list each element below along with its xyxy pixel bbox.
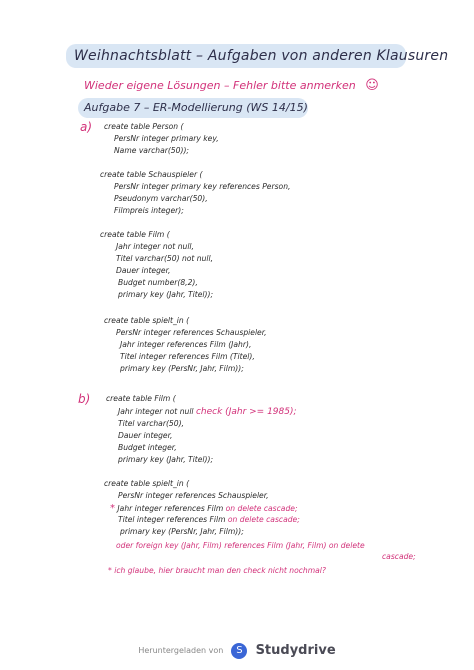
code-text: Jahr integer references Film bbox=[117, 504, 224, 513]
code-line: PersNr integer references Schauspieler, bbox=[118, 491, 269, 500]
code-text: Jahr integer not null bbox=[118, 407, 194, 416]
code-text: Titel integer references Film bbox=[118, 515, 226, 524]
code-line bbox=[118, 407, 297, 417]
code-line: Titel integer references Film (Titel), bbox=[120, 352, 255, 361]
check-constraint: check (Jahr >= 1985); bbox=[195, 407, 297, 417]
code-line: Name varchar(50)); bbox=[114, 146, 189, 155]
task-heading: Aufgabe 7 – ER-Modellierung (WS 14/15) bbox=[84, 101, 308, 114]
alternative-line: oder foreign key (Jahr, Film) references Film (Jahr, Film) on delete bbox=[116, 541, 365, 550]
code-line: primary key (PersNr, Jahr, Film)); bbox=[120, 527, 244, 536]
page-subtitle bbox=[84, 78, 379, 93]
cascade-text: on delete cascade; bbox=[225, 504, 298, 513]
cascade-text: on delete cascade; bbox=[227, 515, 300, 524]
code-line: Filmpreis integer); bbox=[114, 206, 184, 215]
code-line bbox=[110, 503, 298, 514]
code-line: create table Film ( bbox=[106, 394, 176, 403]
code-line: Dauer integer, bbox=[118, 431, 173, 440]
alternative-line-end: cascade; bbox=[382, 552, 416, 561]
subtitle-text: Wieder eigene Lösungen – Fehler bitte anmerken bbox=[84, 79, 356, 92]
code-line: Titel varchar(50), bbox=[118, 419, 184, 428]
code-line: Dauer integer, bbox=[116, 266, 171, 275]
code-line: create table Film ( bbox=[100, 230, 170, 239]
code-line: primary key (Jahr, Titel)); bbox=[118, 455, 214, 464]
code-line: create table spielt_in ( bbox=[104, 316, 190, 325]
code-line: create table Person ( bbox=[104, 122, 184, 131]
code-line: Budget integer, bbox=[118, 443, 177, 452]
code-line: PersNr integer references Schauspieler, bbox=[116, 328, 267, 337]
code-line: create table spielt_in ( bbox=[104, 479, 190, 488]
code-line: primary key (PersNr, Jahr, Film)); bbox=[120, 364, 244, 373]
smiley-icon: ☺ bbox=[365, 78, 379, 93]
star-marker: * bbox=[110, 503, 115, 514]
code-line: primary key (Jahr, Titel)); bbox=[118, 290, 214, 299]
footer-brand: Studydrive bbox=[255, 643, 336, 658]
part-b-label: b) bbox=[78, 392, 91, 406]
code-line: Jahr integer references Film (Jahr), bbox=[120, 340, 252, 349]
footer-prefix: Heruntergeladen von bbox=[138, 646, 224, 655]
code-line: Pseudonym varchar(50), bbox=[114, 194, 208, 203]
part-a-label: a) bbox=[80, 120, 93, 134]
code-line bbox=[118, 515, 300, 524]
studydrive-logo-icon: S bbox=[231, 643, 247, 659]
page-title: Weihnachtsblatt – Aufgaben von anderen Klausuren bbox=[74, 48, 449, 64]
note-line: * ich glaube, hier braucht man den check nicht nochmal? bbox=[108, 566, 326, 575]
code-line: Budget number(8,2), bbox=[118, 278, 198, 287]
code-line: Titel varchar(50) not null, bbox=[116, 254, 214, 263]
footer bbox=[0, 640, 474, 658]
code-line: PersNr integer primary key references Person, bbox=[114, 182, 291, 191]
code-line: PersNr integer primary key, bbox=[114, 134, 219, 143]
code-line: Jahr integer not null, bbox=[116, 242, 194, 251]
code-line: create table Schauspieler ( bbox=[100, 170, 203, 179]
